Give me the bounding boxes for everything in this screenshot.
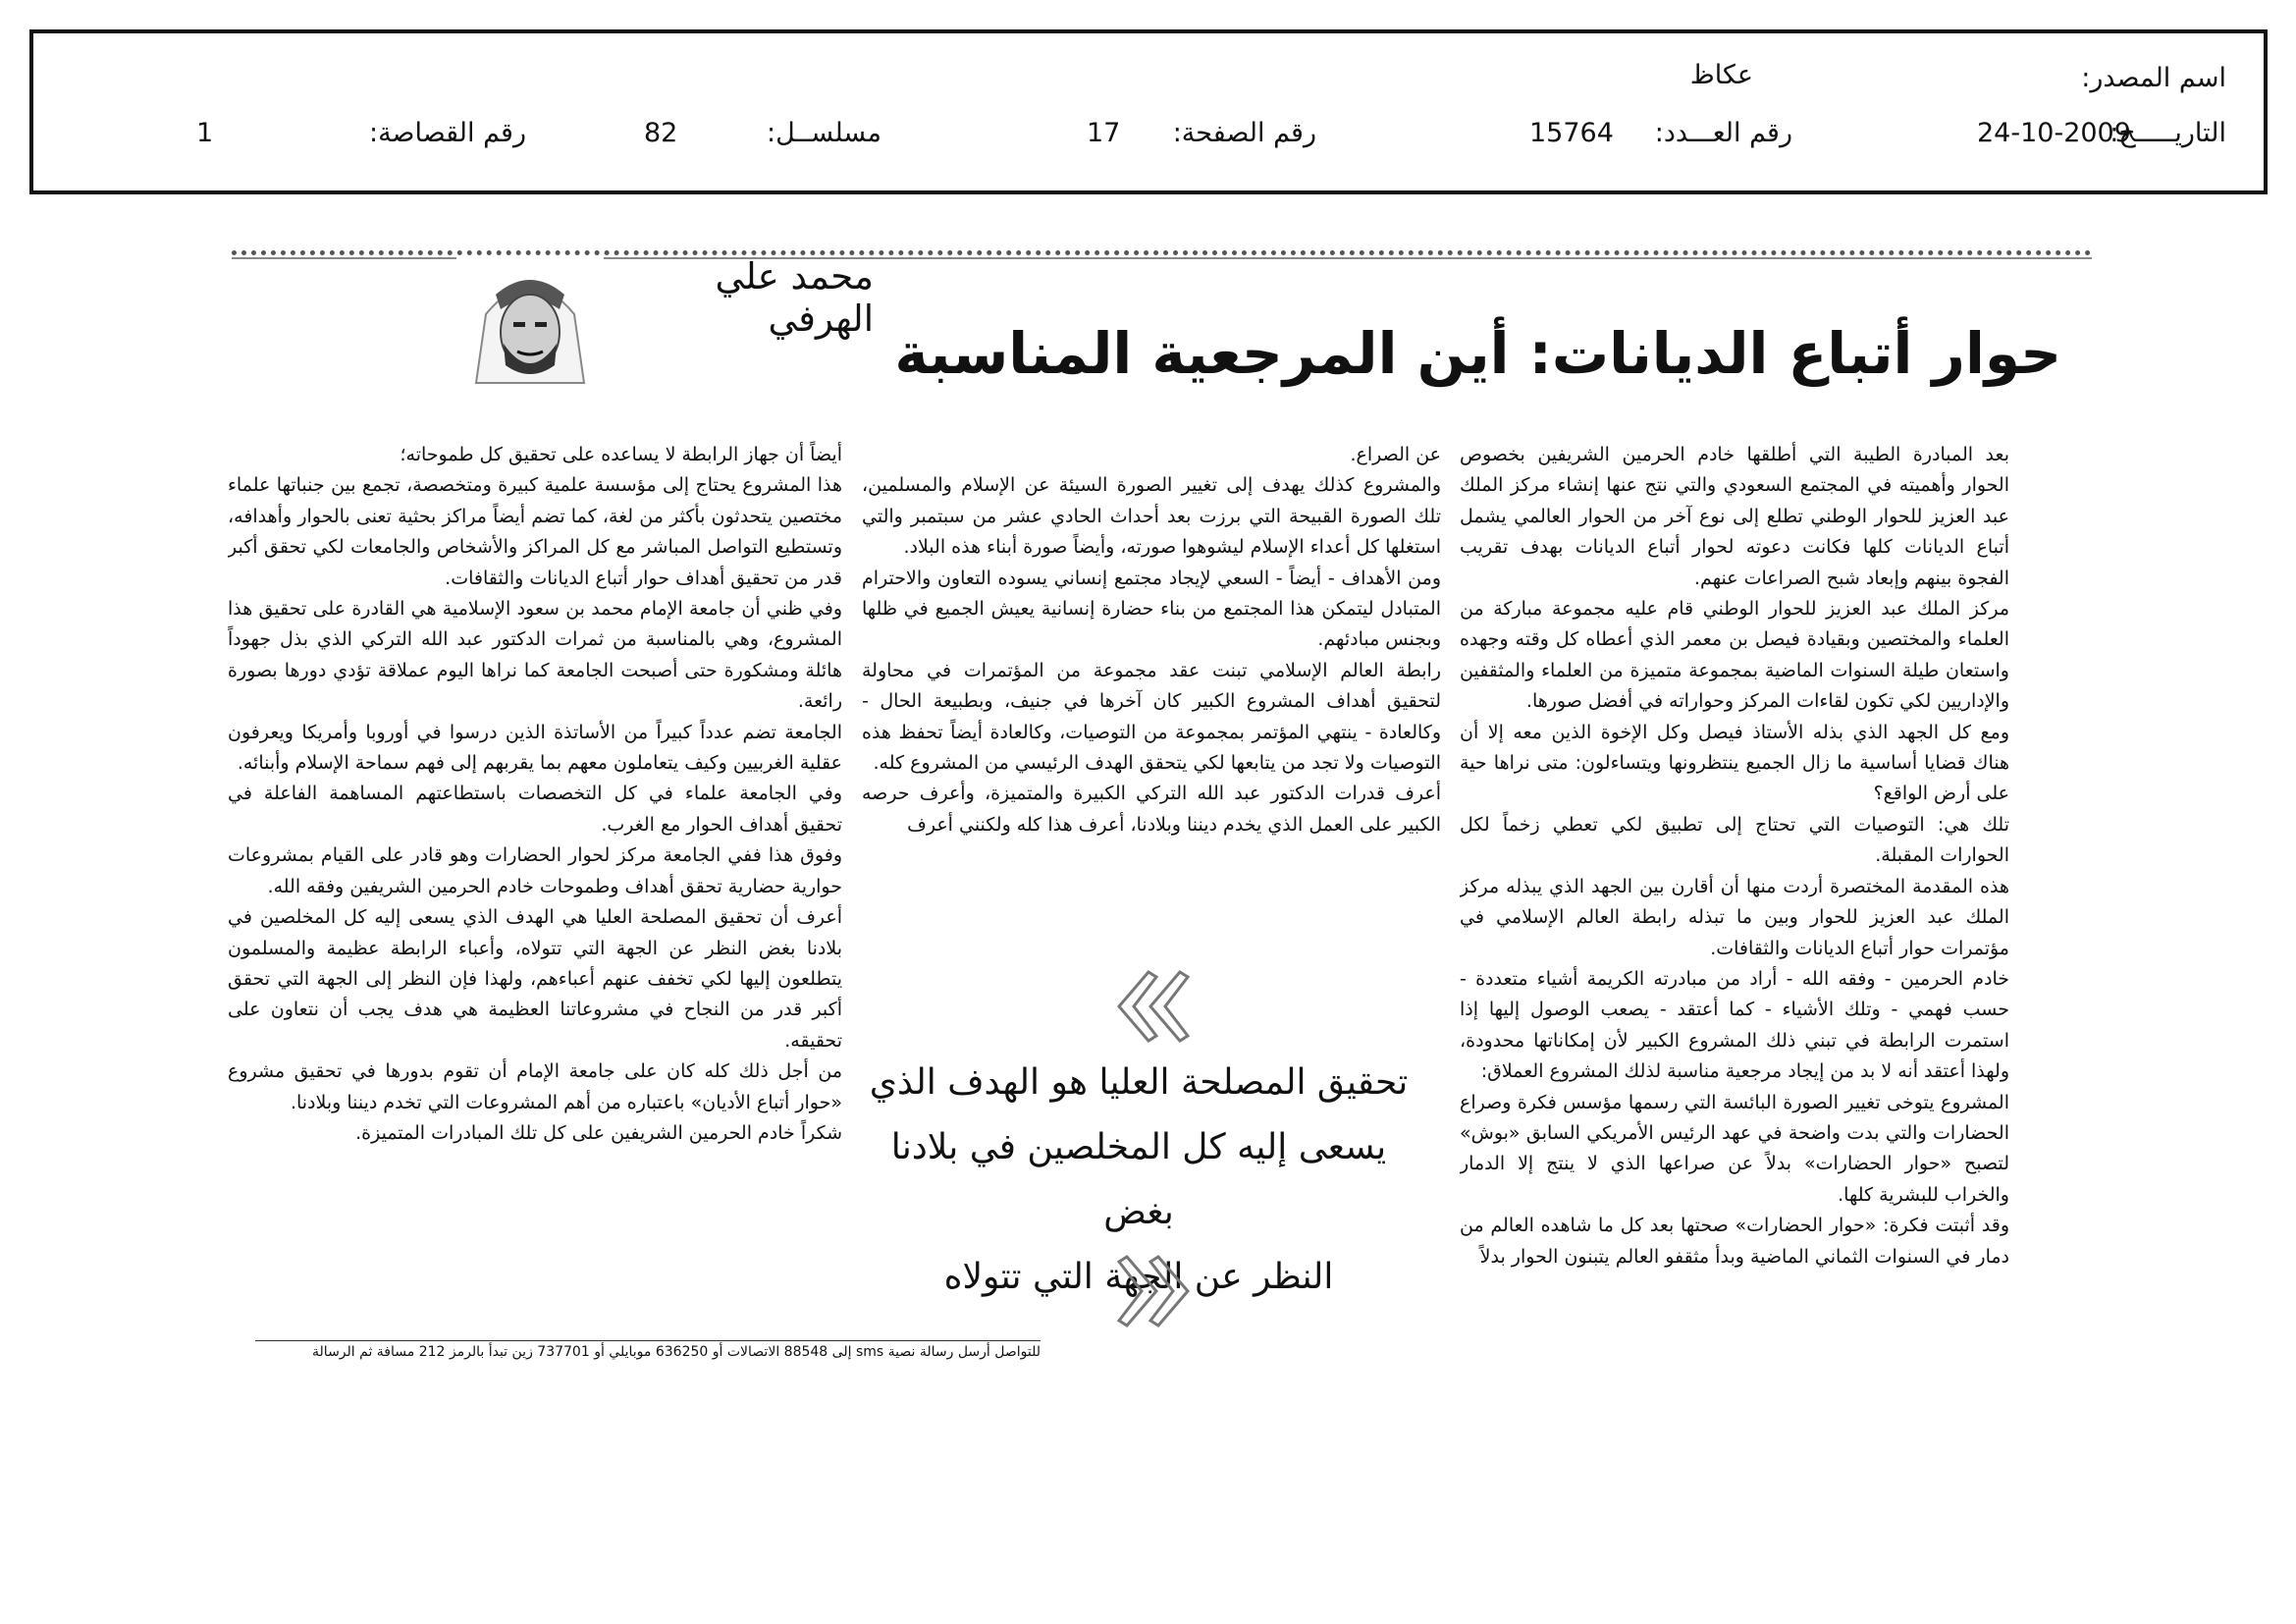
issue-value: 15764	[1529, 118, 1614, 148]
paragraph: المشروع يتوخى تغيير الصورة البائسة التي رسمها مؤسس فكرة وصراع الحضارات والتي بدت واضحة في عهد الرئيس الأمريكي السابق «بوش» لتصبح «حوار الحضارات» بدلاً عن صراعها الذي لا ينتج إلا الدمار والخراب للبشرية كلها.	[1460, 1091, 2009, 1206]
serial-label: مسلســل:	[767, 118, 881, 148]
paragraph: ومن الأهداف - أيضاً - السعي لإيجاد مجتمع إنساني يسوده التعاون والاحترام المتبادل ليتمكن هذا المجتمع من بناء حضارة إنسانية يعيش الجميع في ظلها وبجنس مبادئهم.	[862, 567, 1441, 651]
paragraph: وقد أثبتت فكرة: «حوار الحضارات» صحتها بعد كل ما شاهده العالم من دمار في السنوات الثماني الماضية وبدأ مثقفو العالم يتبنون الحوار بدلاً	[1460, 1215, 2009, 1268]
paragraph: عن الصراع.	[1350, 444, 1441, 465]
issue-label: رقم العـــدد:	[1654, 118, 1792, 148]
paragraph: هذا المشروع يحتاج إلى مؤسسة علمية كبيرة ومتخصصة، تجمع بين جنباتها علماء مختصين يتحدثون بأكثر من لغة، كما تضم أيضاً مراكز بحثية تعنى بالحوار وأهدافه، وتستطيع التواصل المباشر مع كل المراكز والأشخاص والجامعات لكي تحقق أكبر قدر من تحقيق أهداف حوار أتباع الديانات والثقافات.	[228, 474, 842, 589]
article-column-2	[862, 440, 1441, 931]
open-quote-icon	[1109, 967, 1198, 1046]
paragraph: ومع كل الجهد الذي بذله الأستاذ فيصل وكل الإخوة الذين معه إلا أن هناك قضايا أساسية ما زال الجميع ينتظرونها ويتساءلون: متى نراها حية على أرض الواقع؟	[1460, 721, 2009, 805]
source-value: عكاظ	[1689, 60, 1753, 90]
source-label: اسم المصدر:	[2081, 63, 2226, 93]
paragraph: الجامعة تضم عدداً كبيراً من الأساتذة الذين درسوا في أوروبا وأمريكا ويعرفون عقلية الغربيين وكيف يتعاملون معهم بما يقربهم إلى فهم سماحة الإسلام وأبنائه.	[228, 721, 842, 775]
paragraph: شكراً خادم الحرمين الشريفين على كل تلك المبادرات المتميزة.	[355, 1121, 842, 1144]
metadata-box	[29, 29, 2268, 194]
paragraph: وفي ظني أن جامعة الإمام محمد بن سعود الإسلامية هي القادرة على تحقيق هذا المشروع، وهي بالمناسبة من ثمرات الدكتور عبد الله التركي الذي بذل جهوداً هائلة ومشكورة حتى أصبحت الجامعة كما نراها اليوم عملاقة تؤدي دورها بصورة رائعة.	[228, 598, 842, 713]
page-value: 17	[1087, 118, 1121, 148]
paragraph: من أجل ذلك كله كان على جامعة الإمام أن تقوم بدورها في تحقيق مشروع «حوار أتباع الأديان» باعتباره من أهم المشروعات التي تخدم ديننا وبلادنا.	[228, 1060, 842, 1113]
paragraph: رابطة العالم الإسلامي تبنت عقد مجموعة من المؤتمرات في محاولة لتحقيق أهداف المشروع الكبير كان آخرها في جنيف، وبطبيعة الحال - وكالعادة - ينتهي المؤتمر بمجموعة من التوصيات، وكالعادة أيضاً تحفظ هذه التوصيات ولا تجد من يتابعها لكي يتحقق الهدف الرئيسي من المشروع كله.	[862, 659, 1441, 775]
close-quote-icon	[1109, 1252, 1198, 1330]
paragraph: أعرف أن تحقيق المصلحة العليا هي الهدف الذي يسعى إليه كل المخلصين في بلادنا بغض النظر عن الجهة التي تتولاه، وأعباء الرابطة عظيمة والمسلمون يتطلعون إليها لكي تخفف عنهم أعباءهم، ولهذا فإن النظر إلى الجهة التي تحقق أكبر قدر من النجاح في مشروعاتنا العظيمة هي هدف يجب أن نتعاون على تحقيقه.	[228, 906, 842, 1052]
paragraph: أيضاً أن جهاز الرابطة لا يساعده على تحقيق كل طموحاته؛	[400, 444, 842, 465]
paragraph: تلك هي: التوصيات التي تحتاج إلى تطبيق لكي تعطي زخماً لكل الحوارات المقبلة.	[1460, 813, 2009, 867]
clip-value: 1	[196, 118, 214, 148]
pull-quote-line: النظر عن الجهة التي تتولاه	[943, 1257, 1334, 1297]
paragraph: هذه المقدمة المختصرة أردت منها أن أقارن بين الجهد الذي يبذله مركز الملك عبد العزيز للحوار وبين ما تبذله رابطة العالم الإسلامي في مؤتمرات حوار أتباع الديانات والثقافات.	[1460, 875, 2009, 959]
paragraph: بعد المبادرة الطيبة التي أطلقها خادم الحرمين الشريفين بخصوص الحوار وأهميته في المجتمع السعودي والتي نتج عنها إنشاء مركز الملك عبد العزيز للحوار الوطني تطلع إلى نوع آخر من الحوار العالمي يشمل أتباع الديانات كلها فكانت دعوته لحوار أتباع الديانات بهدف تقريب الفجوة بينهم وإبعاد شبح الصراعات عنهم.	[1460, 444, 2009, 589]
paragraph: خادم الحرمين - وفقه الله - أراد من مبادرته الكريمة أشياء متعددة - حسب فهمي - وتلك الأشياء - كما أعتقد - يصعب الوصول إليها إذا استمرت الرابطة في تبني ذلك المشروع الكبير لأن إمكاناتها محدودة، ولهذا أعتقد أنه لا بد من إيجاد مرجعية مناسبة لذلك المشروع العملاق:	[1460, 967, 2009, 1083]
article-headline: حوار أتباع الديانات: أين المرجعية المناسبة	[894, 320, 2061, 387]
date-label: التاريـــــخ:	[2109, 118, 2226, 148]
paragraph: أعرف قدرات الدكتور عبد الله التركي الكبيرة والمتميزة، وأعرف حرصه الكبير على العمل الذي يخدم ديننا وبلادنا، أعرف هذا كله ولكنني أعرف	[862, 783, 1441, 836]
paragraph: وفوق هذا ففي الجامعة مركز لحوار الحضارات وهو قادر على القيام بمشروعات حوارية حضارية تحقق أهداف وطموحات خادم الحرمين الشريفين وفقه الله.	[228, 844, 842, 897]
date-value: 24-10-2009	[1977, 118, 2131, 148]
author-name: محمد علي الهرفي	[715, 255, 874, 340]
serial-value: 82	[644, 118, 678, 148]
pull-quote-line: يسعى إليه كل المخلصين في بلادنا بغض	[890, 1127, 1387, 1232]
contact-footer: للتواصل أرسل رسالة نصية sms إلى 88548 الاتصالات أو 636250 موبايلي أو 737701 زين تبدأ بالرمز 212 مسافة ثم الرسالة	[255, 1340, 1041, 1360]
clip-label: رقم القصاصة:	[368, 118, 526, 148]
page-label: رقم الصفحة:	[1172, 118, 1316, 148]
article-column-1	[1460, 440, 2009, 1314]
paragraph: والمشروع كذلك يهدف إلى تغيير الصورة السيئة عن الإسلام والمسلمين، تلك الصورة القبيحة التي برزت بعد أحداث الحادي عشر من سبتمبر والتي استغلها كل أعداء الإسلام ليشوهوا صورته، وأيضاً صورة أبناء هذه البلاد.	[862, 474, 1441, 559]
paragraph: مركز الملك عبد العزيز للحوار الوطني قام عليه مجموعة مباركة من العلماء والمختصين وبقيادة فيصل بن معمر الذي أعطاه كل وقته وجهده واستعان طيلة السنوات الماضية بمجموعة متميزة من العلماء والمثقفين والإداريين لكي تكون لقاءات المركز وحواراته في أفضل صورها.	[1460, 598, 2009, 713]
pull-quote-line: تحقيق المصلحة العليا هو الهدف الذي	[869, 1062, 1409, 1103]
paragraph: وفي الجامعة علماء في كل التخصصات باستطاعتهم المساهمة الفاعلة في تحقيق أهداف الحوار مع الغرب.	[228, 783, 842, 836]
article-column-3	[228, 440, 842, 1324]
author-photo	[456, 255, 604, 393]
